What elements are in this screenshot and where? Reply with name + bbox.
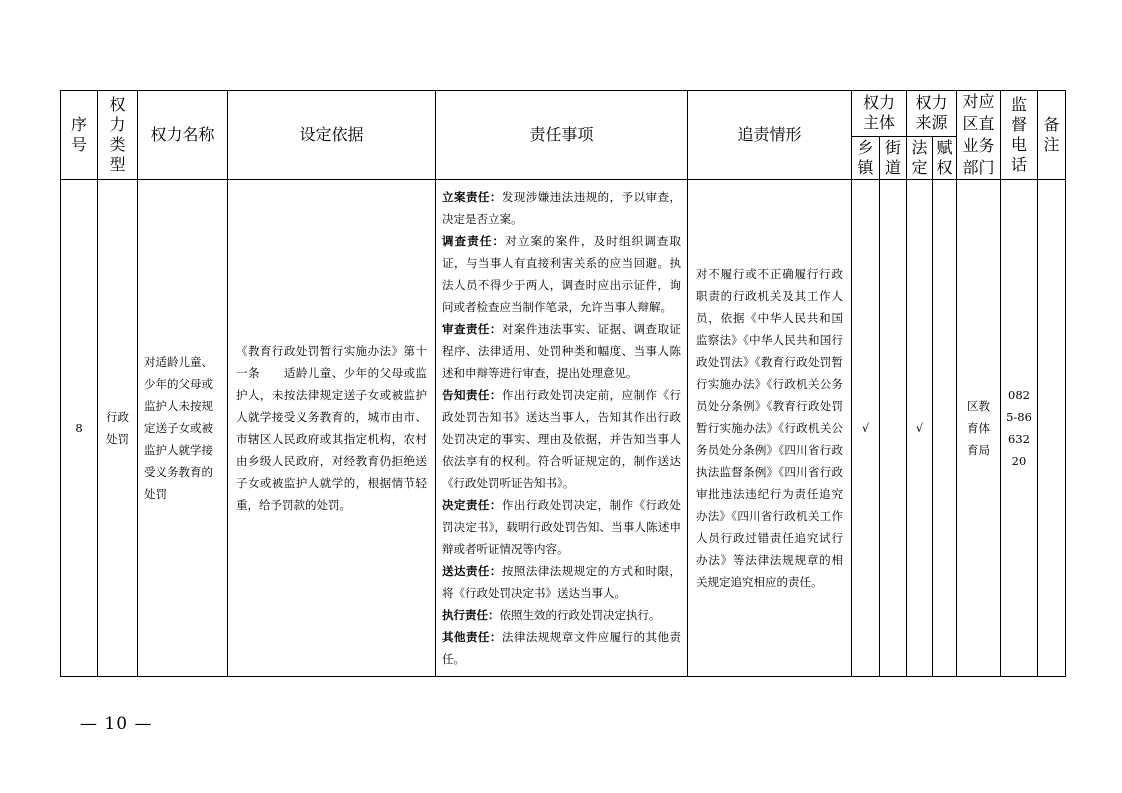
resp-item: 审查责任：对案件违法事实、证据、调查取证程序、法律适用、处罚种类和幅度、当事人陈述和申辩等进行审查，提出处理意见。 (442, 322, 682, 380)
header-seq: 序号 (61, 91, 98, 180)
power-list-table (60, 90, 1066, 677)
check-granted (933, 180, 957, 677)
resp-item: 送达责任：按照法律法规规定的方式和时限，将《行政处罚决定书》送达当事人。 (442, 564, 682, 600)
header-subject: 权力主体 (852, 91, 907, 137)
row-name: 对适龄儿童、少年的父母或监护人未按规定送子女或被监护人就学接受义务教育的处罚 (138, 180, 228, 677)
row-seq: 8 (61, 180, 98, 677)
header-source-granted: 赋权 (933, 136, 957, 179)
row-accountability: 对不履行或不正确履行行政职责的行政机关及其工作人员，依据《中华人民共和国监察法》《中华人民共和国行政处罚法》《教育行政处罚暂行实施办法》《行政机关公务员处分条例》《教育行政处罚暂行实施办法》《行政机关公务员处分条例》《四川省行政执法监督条例》《四川省行政审批违法违纪行为责任追究办法》《四川省行政机关工作人员行政过错责任追究试行办法》等法律法规规章的相关规定追究相应的责任。 (688, 180, 852, 677)
header-subject-town: 乡镇 (852, 136, 880, 179)
header-phone: 监督电话 (1001, 91, 1038, 180)
header-subject-street: 街道 (880, 136, 907, 179)
row-note (1038, 180, 1066, 677)
resp-item: 立案责任：发现涉嫌违法违规的，予以审查，决定是否立案。 (442, 190, 682, 226)
check-street (880, 180, 907, 677)
resp-item: 决定责任：作出行政处罚决定，制作《行政处罚决定书》，载明行政处罚告知、当事人陈述申辩或者听证情况等内容。 (442, 498, 682, 556)
header-source: 权力来源 (907, 91, 957, 137)
header-note: 备注 (1038, 91, 1066, 180)
page-number: — 10 — (80, 714, 153, 734)
row-responsibilities (436, 180, 688, 677)
row-basis: 《教育行政处罚暂行实施办法》第十一条 适龄儿童、少年的父母或监护人，未按法律规定送子女或被监护人就学接受义务教育的，城市由市、市辖区人民政府或其指定机构，农村由乡级人民政府，对经教育仍拒绝送子女或被监护人就学的，根据情节轻重，给予罚款的处罚。 (228, 180, 436, 677)
resp-item: 执行责任：依照生效的行政处罚决定执行。 (442, 608, 661, 622)
row-type: 行政处罚 (98, 180, 138, 677)
header-responsibility: 责任事项 (436, 91, 688, 180)
resp-item: 调查责任：对立案的案件，及时组织调查取证，与当事人有直接利害关系的应当回避。执法人员不得少于两人，调查时应出示证件，询问或者检查应当制作笔录，允许当事人辩解。 (442, 234, 682, 314)
header-dept: 对应区直业务部门 (957, 91, 1001, 180)
header-source-legal: 法定 (907, 136, 933, 179)
check-town-icon: √ (852, 180, 880, 677)
check-legal-icon: √ (907, 180, 933, 677)
row-dept: 区教育体育局 (957, 180, 1001, 677)
resp-item: 告知责任：作出行政处罚决定前，应制作《行政处罚告知书》送达当事人，告知其作出行政处罚决定的事实、理由及依据，并告知当事人依法享有的权利。符合听证规定的，制作送达《行政处罚听证告知书》。 (442, 388, 682, 490)
header-accountability: 追责情形 (688, 91, 852, 180)
resp-item: 其他责任：法律法规规章文件应履行的其他责任。 (442, 630, 682, 666)
header-basis: 设定依据 (228, 91, 436, 180)
header-type: 权力类型 (98, 91, 138, 180)
header-name: 权力名称 (138, 91, 228, 180)
row-phone: 0825-8663220 (1001, 180, 1038, 677)
table-row (61, 180, 1066, 677)
